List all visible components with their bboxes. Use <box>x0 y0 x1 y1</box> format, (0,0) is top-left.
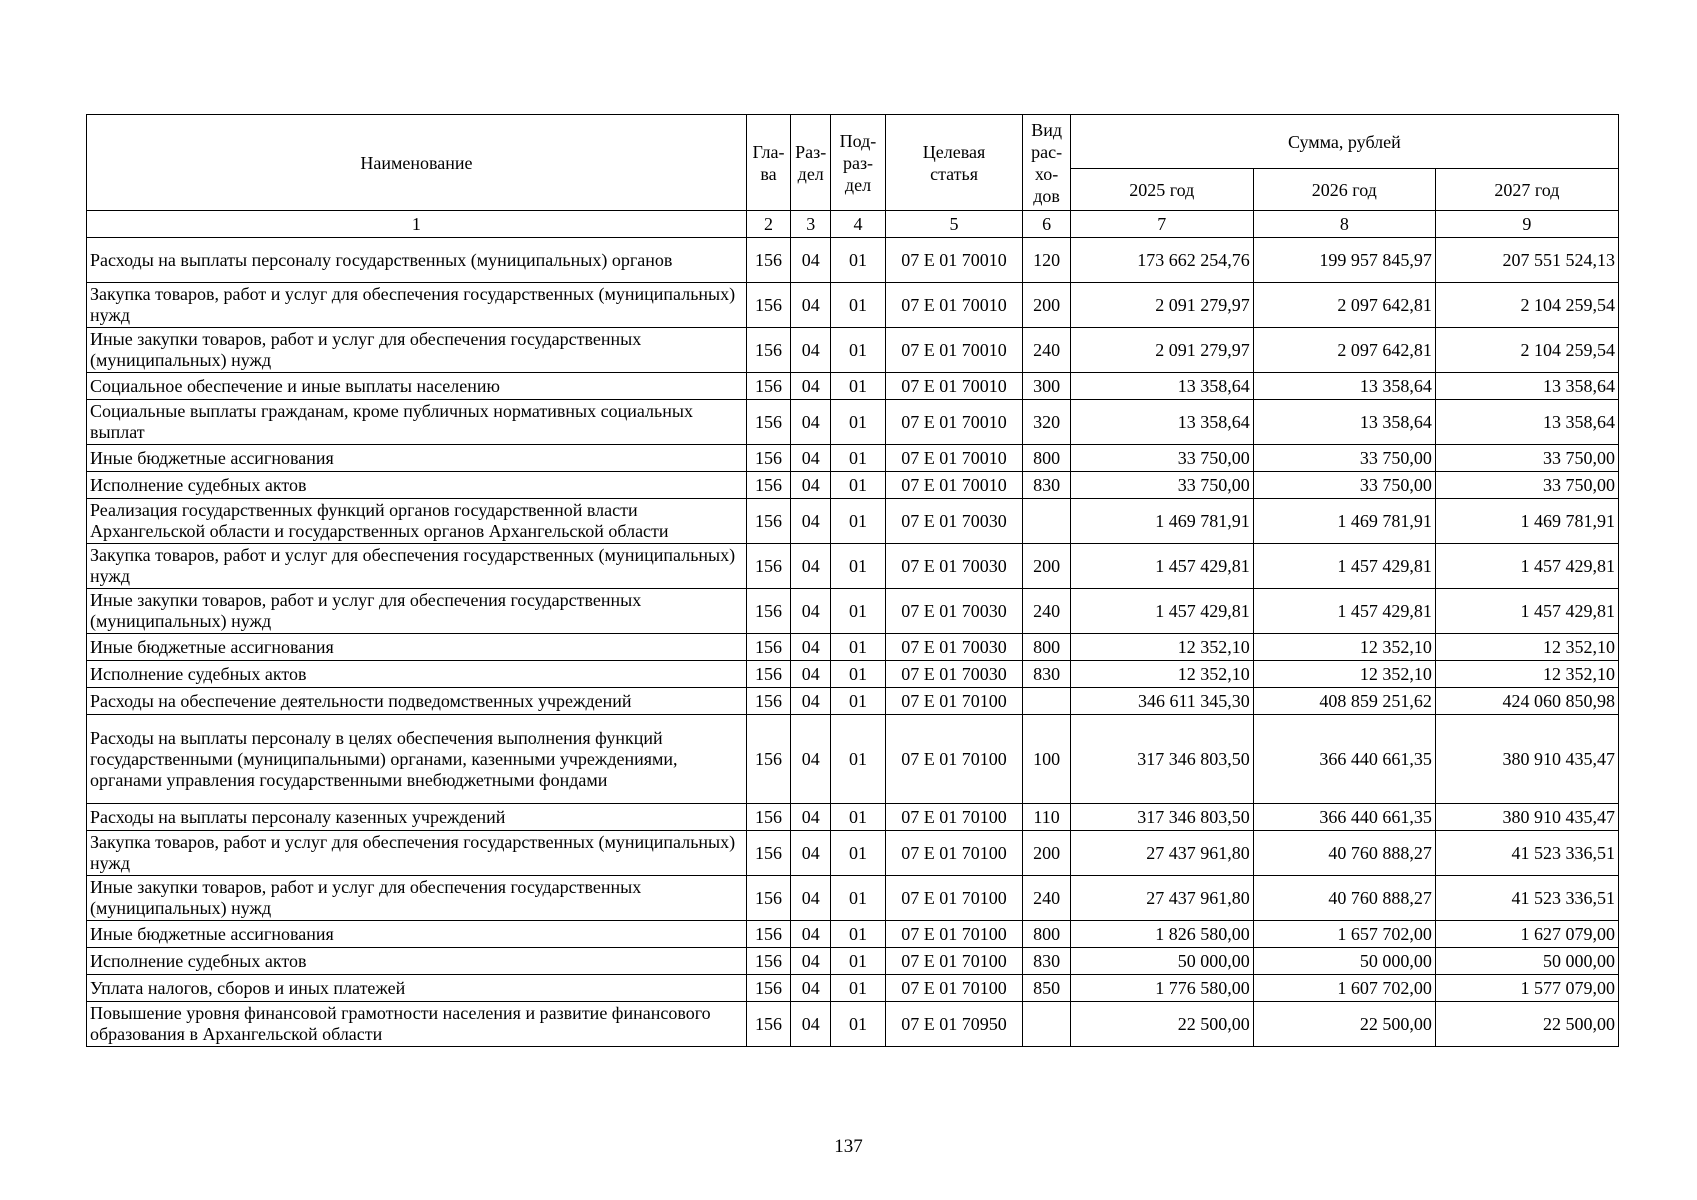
row-tselevaya-cell: 07 Е 01 70100 <box>885 975 1023 1002</box>
row-vid-cell: 800 <box>1023 634 1070 661</box>
row-amount-2026-cell: 1 457 429,81 <box>1253 589 1435 634</box>
row-amount-2026-cell: 13 358,64 <box>1253 373 1435 400</box>
table-row <box>87 445 1619 472</box>
row-razdel-cell: 04 <box>791 804 831 831</box>
row-amount-2027-cell: 41 523 336,51 <box>1435 876 1618 921</box>
row-tselevaya-cell: 07 Е 01 70950 <box>885 1002 1023 1047</box>
row-tselevaya-cell: 07 Е 01 70100 <box>885 804 1023 831</box>
row-vid-cell: 240 <box>1023 876 1070 921</box>
table-row <box>87 948 1619 975</box>
row-podrazdel-cell: 01 <box>831 876 885 921</box>
row-razdel-cell: 04 <box>791 373 831 400</box>
column-number: 6 <box>1023 211 1070 238</box>
row-name-cell: Закупка товаров, работ и услуг для обеспечения государственных (муниципальных) нужд <box>87 544 747 589</box>
row-podrazdel-cell: 01 <box>831 634 885 661</box>
row-amount-2025-cell: 1 826 580,00 <box>1070 921 1253 948</box>
row-amount-2026-cell: 13 358,64 <box>1253 400 1435 445</box>
row-podrazdel-cell: 01 <box>831 1002 885 1047</box>
row-amount-2025-cell: 22 500,00 <box>1070 1002 1253 1047</box>
row-glava-cell: 156 <box>746 472 790 499</box>
row-amount-2025-cell: 33 750,00 <box>1070 445 1253 472</box>
row-amount-2025-cell: 173 662 254,76 <box>1070 238 1253 283</box>
row-amount-2026-cell: 40 760 888,27 <box>1253 876 1435 921</box>
row-razdel-cell: 04 <box>791 921 831 948</box>
row-vid-cell <box>1023 688 1070 715</box>
row-podrazdel-cell: 01 <box>831 688 885 715</box>
row-podrazdel-cell: 01 <box>831 328 885 373</box>
row-name-cell: Уплата налогов, сборов и иных платежей <box>87 975 747 1002</box>
row-amount-2026-cell: 33 750,00 <box>1253 445 1435 472</box>
row-razdel-cell: 04 <box>791 328 831 373</box>
table-row <box>87 400 1619 445</box>
row-glava-cell: 156 <box>746 876 790 921</box>
row-razdel-cell: 04 <box>791 715 831 804</box>
row-amount-2025-cell: 1 457 429,81 <box>1070 589 1253 634</box>
row-glava-cell: 156 <box>746 634 790 661</box>
row-amount-2025-cell: 2 091 279,97 <box>1070 283 1253 328</box>
row-name-cell: Исполнение судебных актов <box>87 661 747 688</box>
table-row <box>87 283 1619 328</box>
row-amount-2025-cell: 27 437 961,80 <box>1070 831 1253 876</box>
row-name-cell: Закупка товаров, работ и услуг для обеспечения государственных (муниципальных) нужд <box>87 831 747 876</box>
row-amount-2026-cell: 33 750,00 <box>1253 472 1435 499</box>
row-tselevaya-cell: 07 Е 01 70010 <box>885 373 1023 400</box>
row-amount-2026-cell: 1 457 429,81 <box>1253 544 1435 589</box>
row-amount-2027-cell: 22 500,00 <box>1435 1002 1618 1047</box>
row-vid-cell: 830 <box>1023 661 1070 688</box>
row-vid-cell: 120 <box>1023 238 1070 283</box>
header-summa: Сумма, рублей <box>1070 115 1618 169</box>
row-name-cell: Социальное обеспечение и иные выплаты населению <box>87 373 747 400</box>
row-amount-2027-cell: 13 358,64 <box>1435 400 1618 445</box>
row-amount-2026-cell: 1 469 781,91 <box>1253 499 1435 544</box>
row-razdel-cell: 04 <box>791 876 831 921</box>
row-vid-cell: 200 <box>1023 544 1070 589</box>
budget-table <box>86 114 1619 1047</box>
row-glava-cell: 156 <box>746 283 790 328</box>
row-amount-2025-cell: 27 437 961,80 <box>1070 876 1253 921</box>
row-razdel-cell: 04 <box>791 1002 831 1047</box>
row-vid-cell: 320 <box>1023 400 1070 445</box>
row-vid-cell: 100 <box>1023 715 1070 804</box>
row-name-cell: Иные закупки товаров, работ и услуг для обеспечения государственных (муниципальных) нужд <box>87 876 747 921</box>
row-glava-cell: 156 <box>746 688 790 715</box>
row-tselevaya-cell: 07 Е 01 70030 <box>885 634 1023 661</box>
table-row <box>87 1002 1619 1047</box>
column-number: 5 <box>885 211 1023 238</box>
row-glava-cell: 156 <box>746 948 790 975</box>
row-tselevaya-cell: 07 Е 01 70030 <box>885 589 1023 634</box>
row-glava-cell: 156 <box>746 373 790 400</box>
column-number: 4 <box>831 211 885 238</box>
row-glava-cell: 156 <box>746 400 790 445</box>
row-tselevaya-cell: 07 Е 01 70100 <box>885 715 1023 804</box>
row-glava-cell: 156 <box>746 804 790 831</box>
row-name-cell: Иные закупки товаров, работ и услуг для обеспечения государственных (муниципальных) нужд <box>87 589 747 634</box>
row-vid-cell: 240 <box>1023 328 1070 373</box>
row-amount-2027-cell: 12 352,10 <box>1435 661 1618 688</box>
row-vid-cell: 800 <box>1023 445 1070 472</box>
row-name-cell: Иные бюджетные ассигнования <box>87 921 747 948</box>
column-number: 7 <box>1070 211 1253 238</box>
row-amount-2026-cell: 199 957 845,97 <box>1253 238 1435 283</box>
row-tselevaya-cell: 07 Е 01 70100 <box>885 921 1023 948</box>
table-row <box>87 328 1619 373</box>
row-tselevaya-cell: 07 Е 01 70010 <box>885 238 1023 283</box>
header-razdel: Раз- дел <box>791 115 831 211</box>
row-razdel-cell: 04 <box>791 283 831 328</box>
row-glava-cell: 156 <box>746 445 790 472</box>
row-amount-2027-cell: 424 060 850,98 <box>1435 688 1618 715</box>
row-amount-2026-cell: 40 760 888,27 <box>1253 831 1435 876</box>
row-razdel-cell: 04 <box>791 238 831 283</box>
row-podrazdel-cell: 01 <box>831 445 885 472</box>
row-amount-2026-cell: 50 000,00 <box>1253 948 1435 975</box>
row-amount-2025-cell: 12 352,10 <box>1070 634 1253 661</box>
row-vid-cell <box>1023 499 1070 544</box>
header-tselevaya-statya: Целевая статья <box>885 115 1023 211</box>
row-glava-cell: 156 <box>746 975 790 1002</box>
row-name-cell: Исполнение судебных актов <box>87 472 747 499</box>
table-row <box>87 688 1619 715</box>
table-row <box>87 975 1619 1002</box>
row-amount-2027-cell: 1 469 781,91 <box>1435 499 1618 544</box>
row-amount-2026-cell: 1 657 702,00 <box>1253 921 1435 948</box>
row-razdel-cell: 04 <box>791 948 831 975</box>
row-amount-2027-cell: 2 104 259,54 <box>1435 283 1618 328</box>
header-year-2025: 2025 год <box>1070 169 1253 211</box>
column-number-row <box>87 211 1619 238</box>
row-amount-2027-cell: 1 457 429,81 <box>1435 544 1618 589</box>
row-name-cell: Социальные выплаты гражданам, кроме публичных нормативных социальных выплат <box>87 400 747 445</box>
row-name-cell: Расходы на обеспечение деятельности подведомственных учреждений <box>87 688 747 715</box>
row-glava-cell: 156 <box>746 715 790 804</box>
row-podrazdel-cell: 01 <box>831 589 885 634</box>
table-row <box>87 715 1619 804</box>
row-amount-2025-cell: 1 469 781,91 <box>1070 499 1253 544</box>
row-amount-2025-cell: 317 346 803,50 <box>1070 715 1253 804</box>
row-tselevaya-cell: 07 Е 01 70100 <box>885 831 1023 876</box>
row-tselevaya-cell: 07 Е 01 70010 <box>885 472 1023 499</box>
row-glava-cell: 156 <box>746 238 790 283</box>
header-vid-raskhodov: Вид рас- хо- дов <box>1023 115 1070 211</box>
table-row <box>87 238 1619 283</box>
column-number: 9 <box>1435 211 1618 238</box>
table-row <box>87 499 1619 544</box>
row-tselevaya-cell: 07 Е 01 70100 <box>885 688 1023 715</box>
row-amount-2027-cell: 207 551 524,13 <box>1435 238 1618 283</box>
row-amount-2027-cell: 12 352,10 <box>1435 634 1618 661</box>
row-vid-cell: 800 <box>1023 921 1070 948</box>
header-year-2027: 2027 год <box>1435 169 1618 211</box>
row-amount-2027-cell: 2 104 259,54 <box>1435 328 1618 373</box>
row-name-cell: Иные закупки товаров, работ и услуг для обеспечения государственных (муниципальных) нужд <box>87 328 747 373</box>
table-row <box>87 634 1619 661</box>
row-vid-cell: 300 <box>1023 373 1070 400</box>
row-amount-2025-cell: 13 358,64 <box>1070 400 1253 445</box>
row-amount-2027-cell: 1 577 079,00 <box>1435 975 1618 1002</box>
row-name-cell: Исполнение судебных актов <box>87 948 747 975</box>
row-amount-2025-cell: 50 000,00 <box>1070 948 1253 975</box>
row-amount-2027-cell: 380 910 435,47 <box>1435 715 1618 804</box>
row-podrazdel-cell: 01 <box>831 804 885 831</box>
row-glava-cell: 156 <box>746 1002 790 1047</box>
row-amount-2027-cell: 33 750,00 <box>1435 472 1618 499</box>
table-row <box>87 921 1619 948</box>
row-glava-cell: 156 <box>746 499 790 544</box>
header-name: Наименование <box>87 115 747 211</box>
row-podrazdel-cell: 01 <box>831 948 885 975</box>
row-amount-2026-cell: 12 352,10 <box>1253 634 1435 661</box>
table-row <box>87 831 1619 876</box>
table-row <box>87 589 1619 634</box>
row-podrazdel-cell: 01 <box>831 472 885 499</box>
row-name-cell: Расходы на выплаты персоналу в целях обеспечения выполнения функций государственными (муниципальными) органами, казенными учреждениями, органами управления государственными внебюджетными фондами <box>87 715 747 804</box>
row-glava-cell: 156 <box>746 328 790 373</box>
row-amount-2027-cell: 33 750,00 <box>1435 445 1618 472</box>
row-razdel-cell: 04 <box>791 544 831 589</box>
row-razdel-cell: 04 <box>791 975 831 1002</box>
row-podrazdel-cell: 01 <box>831 715 885 804</box>
row-amount-2026-cell: 2 097 642,81 <box>1253 328 1435 373</box>
row-vid-cell: 240 <box>1023 589 1070 634</box>
column-number: 3 <box>791 211 831 238</box>
table-row <box>87 472 1619 499</box>
header-podrazdel: Под- раз- дел <box>831 115 885 211</box>
row-glava-cell: 156 <box>746 831 790 876</box>
row-tselevaya-cell: 07 Е 01 70010 <box>885 445 1023 472</box>
row-vid-cell: 200 <box>1023 283 1070 328</box>
row-tselevaya-cell: 07 Е 01 70100 <box>885 948 1023 975</box>
row-razdel-cell: 04 <box>791 589 831 634</box>
row-amount-2027-cell: 1 457 429,81 <box>1435 589 1618 634</box>
row-tselevaya-cell: 07 Е 01 70030 <box>885 499 1023 544</box>
row-podrazdel-cell: 01 <box>831 921 885 948</box>
column-number: 8 <box>1253 211 1435 238</box>
table-row <box>87 876 1619 921</box>
row-podrazdel-cell: 01 <box>831 661 885 688</box>
row-name-cell: Расходы на выплаты персоналу казенных учреждений <box>87 804 747 831</box>
row-podrazdel-cell: 01 <box>831 400 885 445</box>
row-amount-2026-cell: 2 097 642,81 <box>1253 283 1435 328</box>
row-glava-cell: 156 <box>746 921 790 948</box>
row-name-cell: Реализация государственных функций органов государственной власти Архангельской области и государственных органов Архангельской области <box>87 499 747 544</box>
row-amount-2026-cell: 366 440 661,35 <box>1253 804 1435 831</box>
column-number: 2 <box>746 211 790 238</box>
row-name-cell: Закупка товаров, работ и услуг для обеспечения государственных (муниципальных) нужд <box>87 283 747 328</box>
row-glava-cell: 156 <box>746 661 790 688</box>
row-amount-2025-cell: 13 358,64 <box>1070 373 1253 400</box>
row-razdel-cell: 04 <box>791 688 831 715</box>
row-tselevaya-cell: 07 Е 01 70030 <box>885 544 1023 589</box>
row-vid-cell: 110 <box>1023 804 1070 831</box>
table-row <box>87 804 1619 831</box>
page-number: 137 <box>834 1136 863 1157</box>
row-amount-2025-cell: 346 611 345,30 <box>1070 688 1253 715</box>
row-vid-cell: 850 <box>1023 975 1070 1002</box>
row-vid-cell: 200 <box>1023 831 1070 876</box>
row-amount-2027-cell: 13 358,64 <box>1435 373 1618 400</box>
header-year-2026: 2026 год <box>1253 169 1435 211</box>
row-amount-2027-cell: 41 523 336,51 <box>1435 831 1618 876</box>
row-name-cell: Иные бюджетные ассигнования <box>87 445 747 472</box>
row-glava-cell: 156 <box>746 544 790 589</box>
row-amount-2027-cell: 1 627 079,00 <box>1435 921 1618 948</box>
row-amount-2025-cell: 2 091 279,97 <box>1070 328 1253 373</box>
row-razdel-cell: 04 <box>791 400 831 445</box>
row-razdel-cell: 04 <box>791 634 831 661</box>
row-podrazdel-cell: 01 <box>831 975 885 1002</box>
row-name-cell: Повышение уровня финансовой грамотности населения и развитие финансового образования в Архангельской области <box>87 1002 747 1047</box>
row-amount-2026-cell: 1 607 702,00 <box>1253 975 1435 1002</box>
table-row <box>87 661 1619 688</box>
row-amount-2027-cell: 50 000,00 <box>1435 948 1618 975</box>
row-amount-2026-cell: 12 352,10 <box>1253 661 1435 688</box>
row-tselevaya-cell: 07 Е 01 70100 <box>885 876 1023 921</box>
header-glava: Гла- ва <box>746 115 790 211</box>
row-tselevaya-cell: 07 Е 01 70010 <box>885 283 1023 328</box>
row-razdel-cell: 04 <box>791 499 831 544</box>
row-name-cell: Расходы на выплаты персоналу государственных (муниципальных) органов <box>87 238 747 283</box>
row-tselevaya-cell: 07 Е 01 70010 <box>885 328 1023 373</box>
row-tselevaya-cell: 07 Е 01 70030 <box>885 661 1023 688</box>
row-podrazdel-cell: 01 <box>831 283 885 328</box>
row-podrazdel-cell: 01 <box>831 373 885 400</box>
row-vid-cell <box>1023 1002 1070 1047</box>
row-amount-2025-cell: 1 776 580,00 <box>1070 975 1253 1002</box>
table-row <box>87 544 1619 589</box>
row-tselevaya-cell: 07 Е 01 70010 <box>885 400 1023 445</box>
row-razdel-cell: 04 <box>791 445 831 472</box>
row-podrazdel-cell: 01 <box>831 831 885 876</box>
row-amount-2026-cell: 408 859 251,62 <box>1253 688 1435 715</box>
row-amount-2025-cell: 317 346 803,50 <box>1070 804 1253 831</box>
row-amount-2025-cell: 33 750,00 <box>1070 472 1253 499</box>
row-podrazdel-cell: 01 <box>831 499 885 544</box>
row-razdel-cell: 04 <box>791 472 831 499</box>
row-name-cell: Иные бюджетные ассигнования <box>87 634 747 661</box>
row-podrazdel-cell: 01 <box>831 238 885 283</box>
row-amount-2025-cell: 12 352,10 <box>1070 661 1253 688</box>
row-amount-2025-cell: 1 457 429,81 <box>1070 544 1253 589</box>
row-amount-2026-cell: 22 500,00 <box>1253 1002 1435 1047</box>
column-number: 1 <box>87 211 747 238</box>
row-amount-2026-cell: 366 440 661,35 <box>1253 715 1435 804</box>
row-vid-cell: 830 <box>1023 472 1070 499</box>
row-podrazdel-cell: 01 <box>831 544 885 589</box>
row-vid-cell: 830 <box>1023 948 1070 975</box>
table-row <box>87 373 1619 400</box>
row-razdel-cell: 04 <box>791 831 831 876</box>
row-razdel-cell: 04 <box>791 661 831 688</box>
row-glava-cell: 156 <box>746 589 790 634</box>
row-amount-2027-cell: 380 910 435,47 <box>1435 804 1618 831</box>
